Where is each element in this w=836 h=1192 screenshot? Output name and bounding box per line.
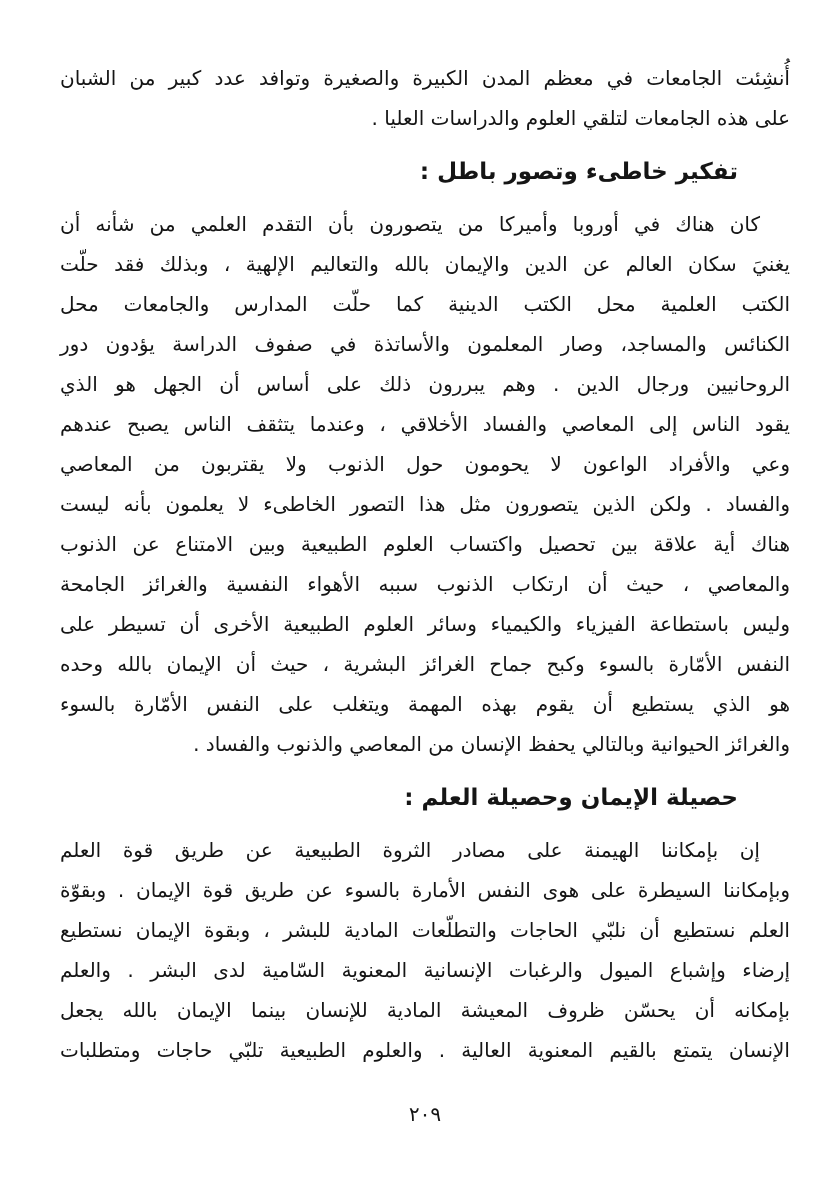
text-line: الكتب العلمية محل الكتب الدينية كما حلّت المدارس والجامعات محل bbox=[60, 292, 790, 316]
text-line: العلم نستطيع أن نلبّي الحاجات والتطلّعات المادية للبشر ، وبقوة الإيمان نستطيع bbox=[60, 918, 790, 942]
text-line: والغرائز الحيوانية وبالتالي يحفظ الإنسان من المعاصي والذنوب والفساد . bbox=[193, 732, 790, 756]
text-line: بإمكانه أن يحسّن ظروف المعيشة المادية للإنسان بينما الإيمان بالله يجعل bbox=[60, 998, 790, 1022]
text-line: النفس الأمّارة بالسوء وكبح جماح الغرائز البشرية ، حيث أن الإيمان بالله وحده bbox=[60, 652, 790, 676]
text-line: إن بإمكاننا الهيمنة على مصادر الثروة الطبيعية عن طريق قوة العلم bbox=[60, 838, 760, 862]
paragraph bbox=[60, 204, 790, 764]
text-line: هو الذي يستطيع أن يقوم بهذه المهمة ويتغلب على النفس الأمّارة بالسوء bbox=[60, 692, 790, 716]
text-line: وعي والأفراد الواعون لا يحومون حول الذنوب ولا يقتربون من المعاصي bbox=[60, 452, 790, 476]
page-number: ٢٠٩ bbox=[408, 1102, 442, 1126]
text-line: الكنائس والمساجد، وصار المعلمون والأساتذة في صفوف الدراسة يؤدون دور bbox=[60, 332, 790, 356]
paragraph bbox=[60, 830, 790, 1070]
text-line: كان هناك في أوروبا وأميركا من يتصورون بأن التقدم العلمي من شأنه أن bbox=[60, 212, 760, 236]
page-content bbox=[60, 58, 790, 1070]
text-line: يقود الناس إلى المعاصي والفساد الأخلاقي ، وعندما يتثقف الناس يصبح عندهم bbox=[60, 412, 790, 436]
text-line: الإنسان يتمتع بالقيم المعنوية العالية . والعلوم الطبيعية تلبّي حاجات ومتطلبات bbox=[60, 1038, 790, 1062]
text-line: أُنشِئت الجامعات في معظم المدن الكبيرة والصغيرة وتوافد عدد كبير من الشبان bbox=[60, 66, 790, 90]
section-heading: تفكير خاطىء وتصور باطل : bbox=[419, 159, 738, 185]
text-line: وليس باستطاعة الفيزياء والكيمياء وسائر العلوم الطبيعية الأخرى أن تسيطر على bbox=[60, 612, 790, 636]
text-line: إرضاء وإشباع الميول والرغبات الإنسانية المعنوية السّامية لدى البشر . والعلم bbox=[60, 958, 790, 982]
text-line: هناك أية علاقة بين تحصيل واكتساب العلوم الطبيعية وبين الامتناع عن الذنوب bbox=[60, 532, 790, 556]
text-line: وبإمكاننا السيطرة على هوى النفس الأمارة بالسوء عن طريق قوة الإيمان . وبقوّة bbox=[60, 878, 790, 902]
section-heading: حصيلة الإيمان وحصيلة العلم : bbox=[404, 785, 738, 811]
text-line: والمعاصي ، حيث أن ارتكاب الذنوب سببه الأهواء النفسية والغرائز الجامحة bbox=[60, 572, 790, 596]
text-line: يغنيَ سكان العالم عن الدين والإيمان بالله والتعاليم الإلهية ، وبذلك فقد حلّت bbox=[60, 252, 790, 276]
text-line: والفساد . ولكن الذين يتصورون مثل هذا التصور الخاطىء لا يعلمون بأنه ليست bbox=[60, 492, 790, 516]
text-line: الروحانيين ورجال الدين . وهم يبررون ذلك على أساس أن الجهل هو الذي bbox=[60, 372, 790, 396]
paragraph bbox=[60, 58, 790, 138]
text-line: على هذه الجامعات لتلقي العلوم والدراسات العليا . bbox=[371, 106, 790, 130]
